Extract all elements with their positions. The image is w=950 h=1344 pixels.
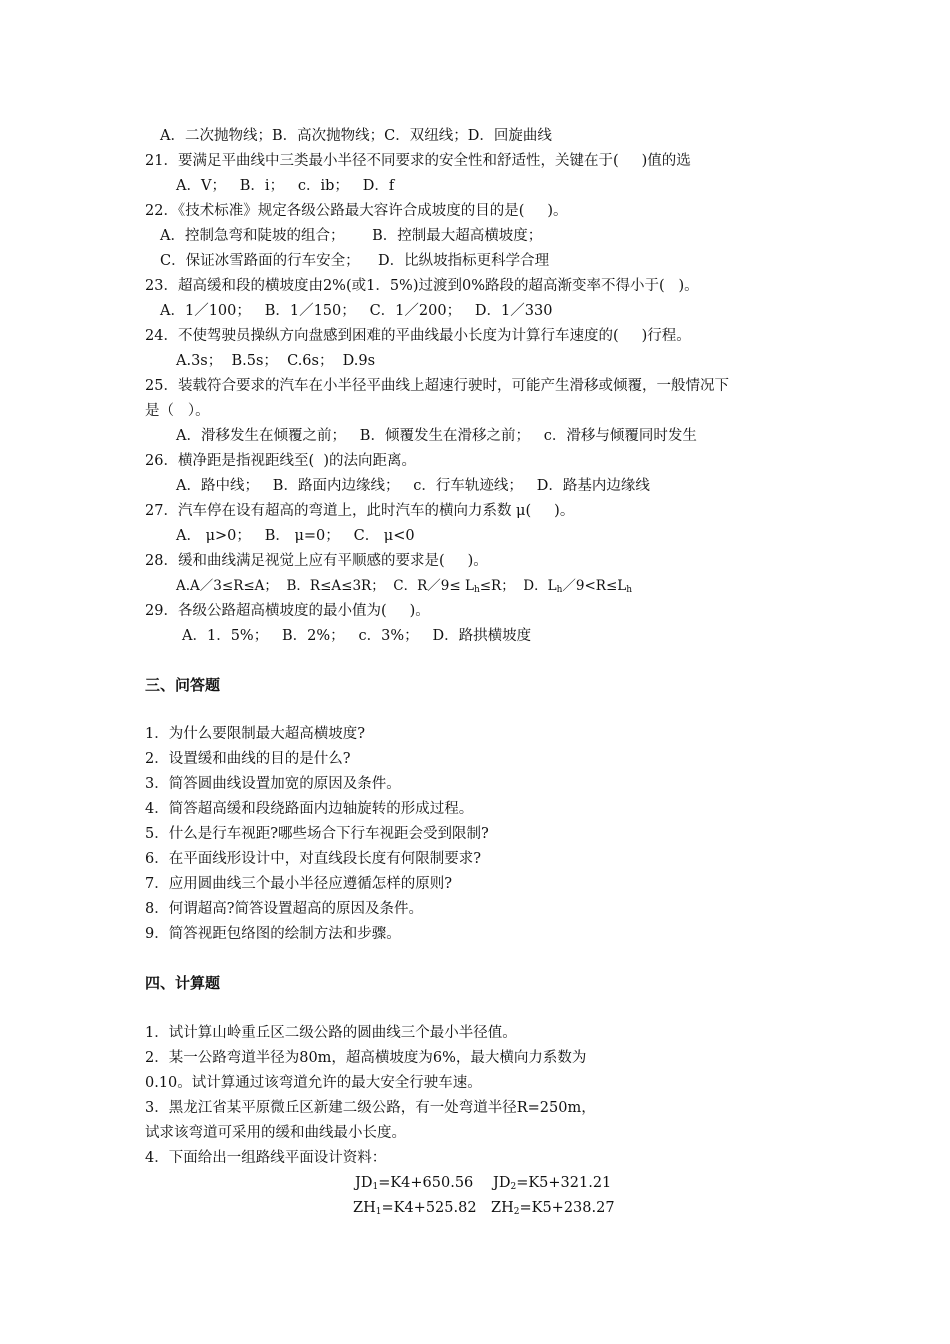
qa-item-2: 2．设置缓和曲线的目的是什么? (145, 751, 351, 767)
q28-options-part-c: ／9<R≤L (562, 578, 627, 594)
qa-item-5: 5．什么是行车视距?哪些场合下行车视距会受到限制? (145, 826, 489, 842)
jd-label: JD (355, 1175, 373, 1191)
zh-label: ZH (353, 1200, 376, 1216)
question-22: 22．《技术标准》规定各级公路最大容许合成坡度的目的是( )。 (145, 203, 568, 219)
question-28: 28．缓和曲线满足视觉上应有平顺感的要求是( )。 (145, 553, 488, 569)
q24-options: A.3s； B.5s； C.6s； D.9s (176, 353, 376, 369)
qa-item-7: 7．应用圆曲线三个最小半径应遵循怎样的原则? (145, 876, 452, 892)
qa-item-8: 8．何谓超高?简答设置超高的原因及条件。 (145, 901, 423, 917)
calc-problem-2-line2: 0.10。试计算通过该弯道允许的最大安全行驶车速。 (145, 1075, 482, 1091)
jd2-station: =K5+321.21 (516, 1175, 612, 1191)
subscript-h: h (626, 585, 633, 595)
q21-options: A．V； B．i； c．ib； D．f (176, 178, 395, 194)
zh1-station: =K4+525.82 (381, 1200, 477, 1216)
subscript-h: h (556, 585, 563, 595)
jd1-value (355, 1173, 473, 1193)
question-26: 26．横净距是指视距线至( )的法向距离。 (145, 453, 416, 469)
zh2-value (491, 1198, 615, 1218)
subscript-h: h (473, 585, 480, 595)
question-23: 23．超高缓和段的横坡度由2%(或1．5%)过渡到0%路段的超高渐变率不得小于( )。 (145, 278, 699, 294)
calc-problem-3-line2: 试求该弯道可采用的缓和曲线最小长度。 (145, 1125, 406, 1141)
zh2-station: =K5+238.27 (519, 1200, 615, 1216)
subscript-2: 2 (513, 1207, 520, 1217)
q23-options: A．1／100； B．1／150； C．1／200； D．1／330 (160, 303, 553, 319)
qa-section-heading: 三、问答题 (145, 676, 221, 694)
q22-options-line2: C．保证冰雪路面的行车安全； D．比纵坡指标更科学合理 (160, 253, 550, 269)
q20-options: A．二次抛物线；B．高次抛物线；C．双纽线；D．回旋曲线 (160, 128, 552, 144)
question-24: 24．不使驾驶员操纵方向盘感到困难的平曲线最小长度为计算行车速度的( )行程。 (145, 328, 691, 344)
calc-section-heading: 四、计算题 (145, 974, 221, 992)
question-25-line2: 是（ ）。 (145, 403, 210, 419)
jd2-value (493, 1173, 611, 1193)
q28-options-part-b: ≤R； D．L (479, 578, 557, 594)
subscript-2: 2 (510, 1182, 517, 1192)
question-27: 27．汽车停在设有超高的弯道上，此时汽车的横向力系数 μ( )。 (145, 503, 575, 519)
jd1-station: =K4+650.56 (378, 1175, 474, 1191)
jd-label: JD (493, 1175, 511, 1191)
q22-options-line1: A．控制急弯和陡坡的组合； B．控制最大超高横坡度； (160, 228, 543, 244)
q26-options: A．路中线； B．路面内边缘线； c．行车轨迹线； D．路基内边缘线 (176, 478, 650, 494)
q29-options: A．1．5%； B．2%； c．3%； D．路拱横坡度 (182, 628, 532, 644)
qa-item-3: 3．简答圆曲线设置加宽的原因及条件。 (145, 776, 401, 792)
question-21: 21．要满足平曲线中三类最小半径不同要求的安全性和舒适性，关键在于( )值的选 (145, 153, 691, 169)
calc-problem-4: 4．下面给出一组路线平面设计资料： (145, 1150, 387, 1166)
question-29: 29．各级公路超高横坡度的最小值为( )。 (145, 603, 430, 619)
qa-item-9: 9．简答视距包络图的绘制方法和步骤。 (145, 926, 401, 942)
qa-item-4: 4．简答超高缓和段绕路面内边轴旋转的形成过程。 (145, 801, 474, 817)
qa-item-1: 1．为什么要限制最大超高横坡度? (145, 726, 365, 742)
calc-problem-2-line1: 2．某一公路弯道半径为80m，超高横坡度为6%，最大横向力系数为 (145, 1050, 587, 1066)
zh-label: ZH (491, 1200, 514, 1216)
subscript-1: 1 (375, 1207, 382, 1217)
q28-options-part-a: A.A／3≤R≤A； B．R≤A≤3R； C．R／9≤ L (176, 578, 474, 594)
calc-problem-3-line1: 3．黑龙江省某平原微丘区新建二级公路，有一处弯道半径R=250m， (145, 1100, 596, 1116)
zh1-value (353, 1198, 477, 1218)
calc-problem-1: 1．试计算山岭重丘区二级公路的圆曲线三个最小半径值。 (145, 1025, 517, 1041)
subscript-1: 1 (372, 1182, 379, 1192)
q28-options (176, 576, 632, 596)
qa-item-6: 6．在平面线形设计中，对直线段长度有何限制要求? (145, 851, 481, 867)
q27-options: A． μ>0； B． μ=0； C． μ<0 (176, 528, 415, 544)
q25-options: A．滑移发生在倾覆之前； B．倾覆发生在滑移之前； c．滑移与倾覆同时发生 (176, 428, 697, 444)
question-25-line1: 25．装载符合要求的汽车在小半径平曲线上超速行驶时，可能产生滑移或倾覆，一般情况下 (145, 378, 729, 394)
